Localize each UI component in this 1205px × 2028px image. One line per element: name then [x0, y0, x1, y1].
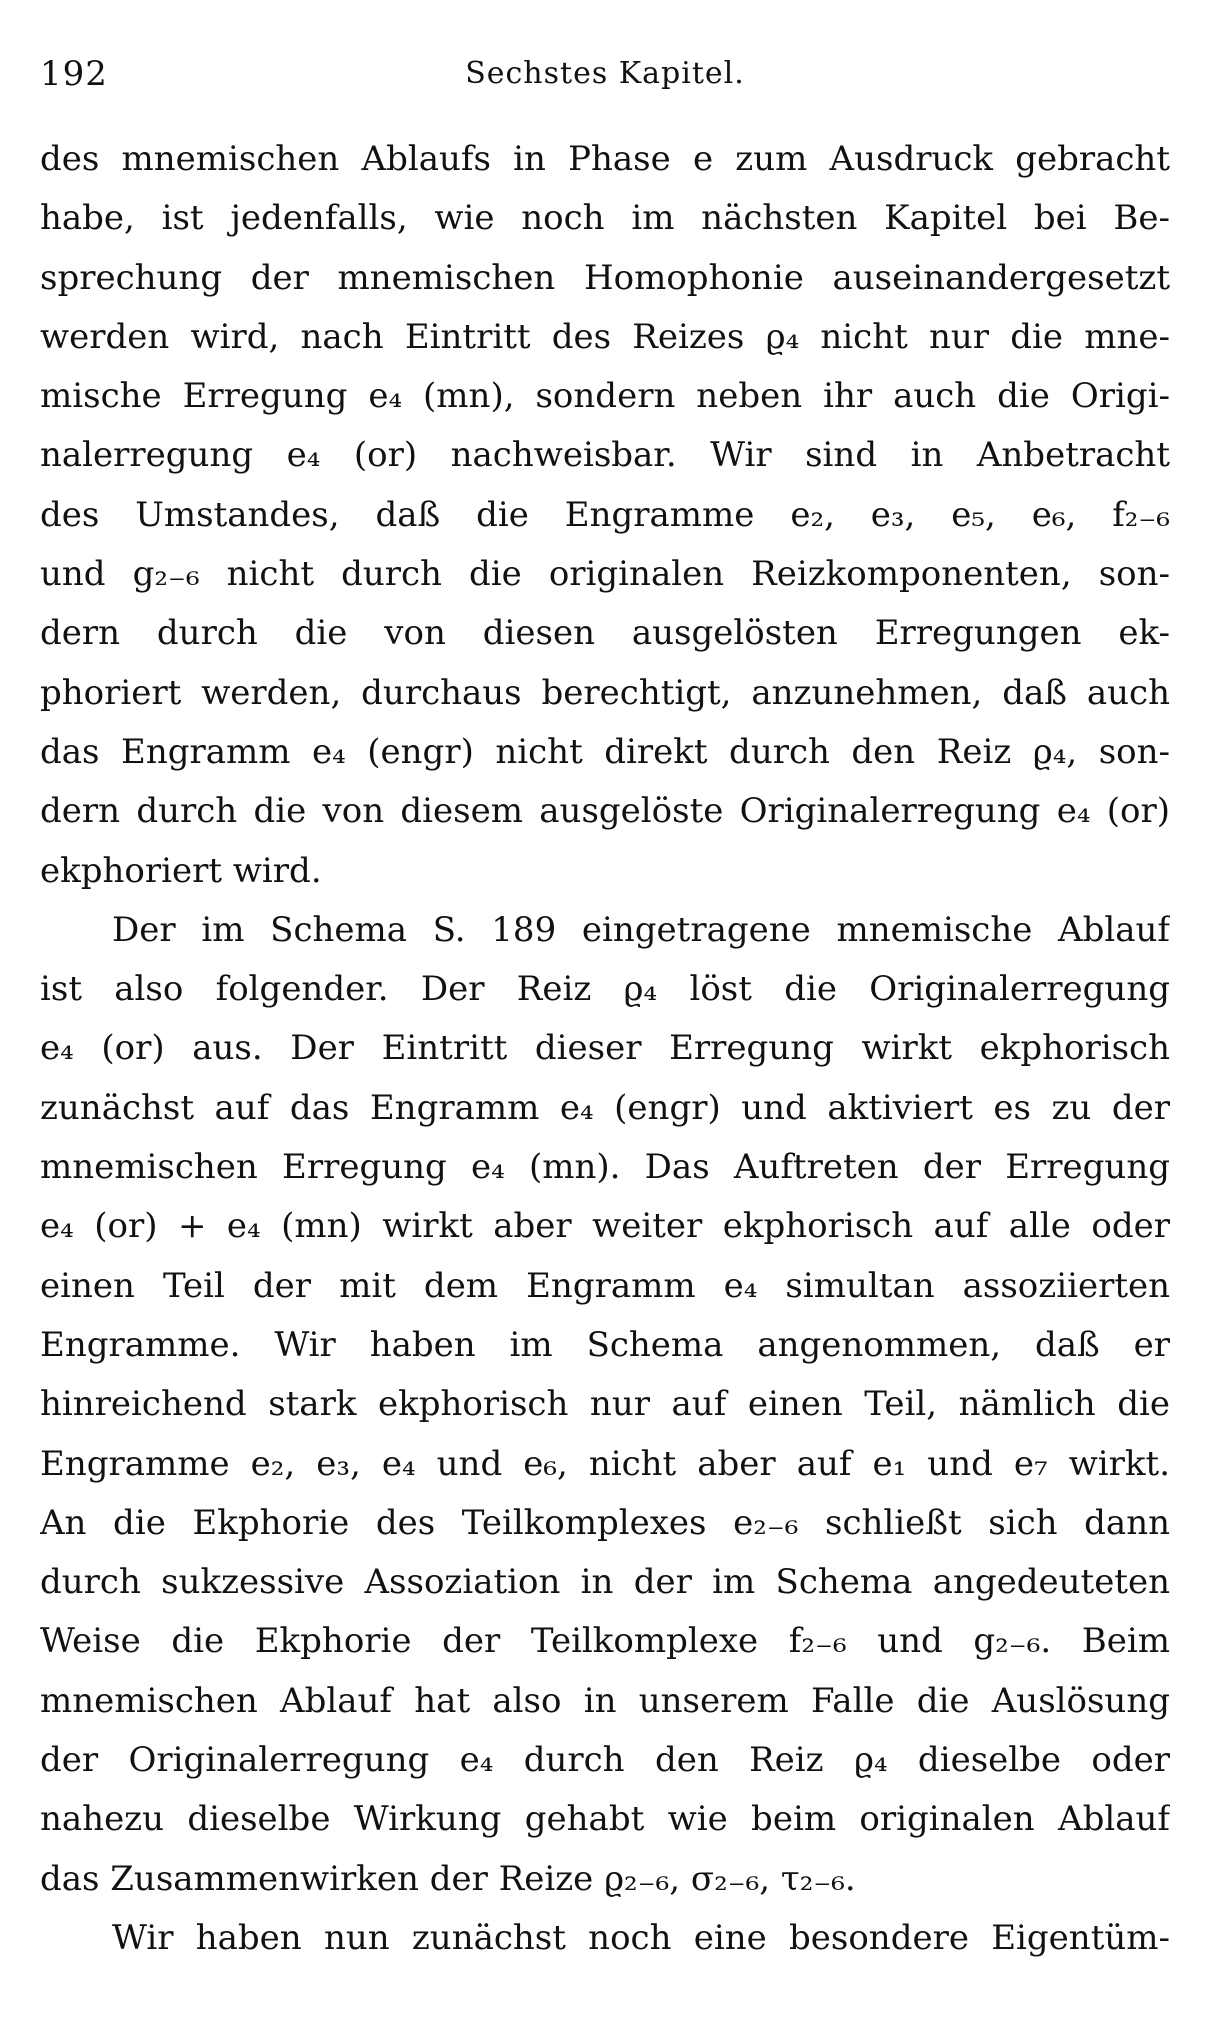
body-text: [40, 130, 1170, 1968]
text-line: Engramme. Wir haben im Schema angenommen, daß er: [40, 1324, 1170, 1365]
text-line: e₄ (or) aus. Der Eintritt dieser Erregung wirkt ekphorisch: [40, 1028, 1170, 1069]
text-line: phoriert werden, durchaus berechtigt, anzunehmen, daß auch: [40, 672, 1170, 713]
text-line: nalerregung e₄ (or) nachweisbar. Wir sind in Anbetracht: [40, 435, 1170, 476]
text-line: dern durch die von diesen ausgelösten Erregungen ek-: [40, 613, 1170, 654]
book-page: [40, 40, 1170, 2000]
text-line: das Engramm e₄ (engr) nicht direkt durch den Reiz ϱ₄, son-: [40, 731, 1170, 772]
running-head: Sechstes Kapitel.: [465, 56, 745, 91]
text-line: zunächst auf das Engramm e₄ (engr) und aktiviert es zu der: [40, 1087, 1170, 1128]
text-line: Engramme e₂, e₃, e₄ und e₆, nicht aber auf e₁ und e₇ wirkt.: [40, 1443, 1170, 1484]
paragraph: [40, 901, 1170, 1909]
text-line: hinreichend stark ekphorisch nur auf einen Teil, nämlich die: [40, 1384, 1170, 1425]
text-line: sprechung der mnemischen Homophonie auseinandergesetzt: [40, 257, 1170, 298]
text-line: des mnemischen Ablaufs in Phase e zum Ausdruck gebracht: [40, 139, 1170, 179]
text-line: nahezu dieselbe Wirkung gehabt wie beim originalen Ablauf: [40, 1799, 1170, 1840]
text-line: werden wird, nach Eintritt des Reizes ϱ₄ nicht nur die mne-: [40, 316, 1170, 357]
text-line: und g₂₋₆ nicht durch die originalen Reizkomponenten, son-: [40, 554, 1170, 595]
text-line: Wir haben nun zunächst noch eine besondere Eigentüm-: [112, 1917, 1170, 1958]
page-number: 192: [40, 54, 108, 94]
text-line: das Zusammenwirken der Reize ϱ₂₋₆, σ₂₋₆, τ₂₋₆.: [40, 1858, 856, 1899]
text-line: Weise die Ekphorie der Teilkomplexe f₂₋₆ und g₂₋₆. Beim: [40, 1621, 1170, 1662]
text-line: An die Ekphorie des Teilkomplexes e₂₋₆ schließt sich dann: [40, 1502, 1170, 1543]
text-line: habe, ist jedenfalls, wie noch im nächsten Kapitel bei Be-: [40, 198, 1170, 239]
text-line: dern durch die von diesem ausgelöste Originalerregung e₄ (or): [40, 791, 1170, 832]
text-line: e₄ (or) + e₄ (mn) wirkt aber weiter ekphorisch auf alle oder: [40, 1206, 1170, 1247]
text-line: mnemischen Erregung e₄ (mn). Das Auftreten der Erregung: [40, 1147, 1170, 1188]
text-line: des Umstandes, daß die Engramme e₂, e₃, e₅, e₆, f₂₋₆: [40, 494, 1170, 535]
text-line: ekphoriert wird.: [40, 850, 322, 891]
text-line: ist also folgender. Der Reiz ϱ₄ löst die Originalerregung: [40, 969, 1170, 1010]
text-line: mische Erregung e₄ (mn), sondern neben ihr auch die Origi-: [40, 376, 1170, 417]
text-line: mnemischen Ablauf hat also in unserem Falle die Auslösung: [40, 1680, 1170, 1721]
text-line: einen Teil der mit dem Engramm e₄ simultan assoziierten: [40, 1265, 1170, 1306]
paragraph: [40, 130, 1170, 901]
text-line: Der im Schema S. 189 eingetragene mnemische Ablauf: [112, 909, 1170, 950]
text-line: der Originalerregung e₄ durch den Reiz ϱ₄ dieselbe oder: [40, 1740, 1170, 1781]
paragraph: [40, 1909, 1170, 1968]
text-line: durch sukzessive Assoziation in der im Schema angedeuteten: [40, 1562, 1170, 1603]
page-header: [40, 40, 1170, 110]
